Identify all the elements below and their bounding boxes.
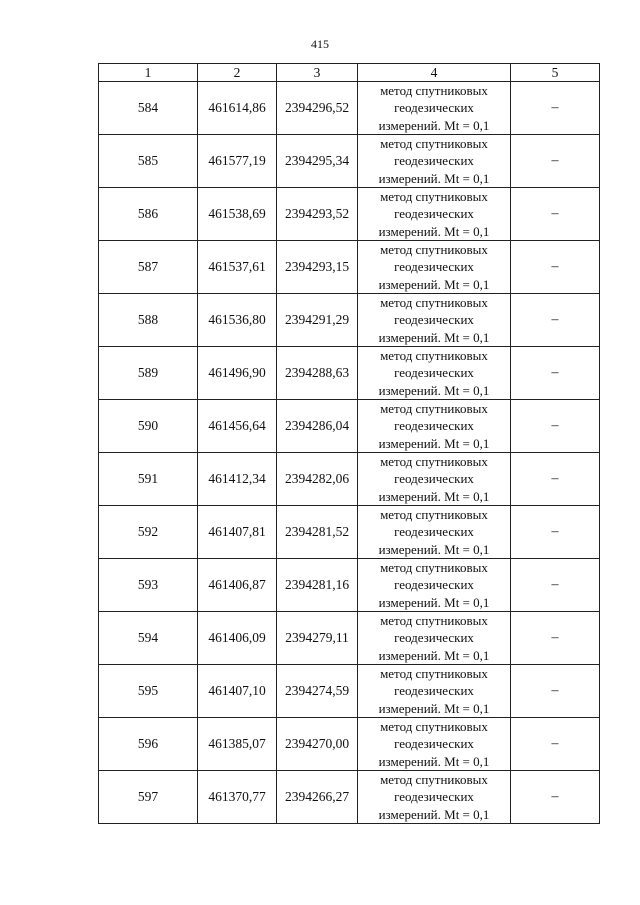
method-line: метод спутниковых (380, 83, 488, 99)
method-line: измерений. Mt = 0,1 (378, 382, 490, 398)
method-line: геодезических (394, 630, 474, 646)
table-row (99, 506, 600, 559)
note-cell: – (511, 294, 600, 347)
point-number-cell: 586 (99, 188, 198, 241)
note-cell: – (511, 241, 600, 294)
method-line: геодезических (394, 365, 474, 381)
method-cell (358, 665, 511, 718)
note-cell: – (511, 135, 600, 188)
x-coordinate-cell: 461412,34 (198, 453, 277, 506)
coordinates-table (98, 63, 600, 824)
y-coordinate-cell: 2394270,00 (277, 718, 358, 771)
table-row (99, 612, 600, 665)
method-line: геодезических (394, 312, 474, 328)
x-coordinate-cell: 461456,64 (198, 400, 277, 453)
method-line: измерений. Mt = 0,1 (378, 223, 490, 239)
table-row (99, 241, 600, 294)
method-cell (358, 506, 511, 559)
table-row (99, 559, 600, 612)
table-row (99, 665, 600, 718)
x-coordinate-cell: 461614,86 (198, 82, 277, 135)
y-coordinate-cell: 2394293,52 (277, 188, 358, 241)
method-cell (358, 347, 511, 400)
x-coordinate-cell: 461538,69 (198, 188, 277, 241)
note-cell: – (511, 665, 600, 718)
y-coordinate-cell: 2394274,59 (277, 665, 358, 718)
method-line: метод спутниковых (380, 242, 488, 258)
method-line: измерений. Mt = 0,1 (378, 329, 490, 345)
method-line: геодезических (394, 789, 474, 805)
y-coordinate-cell: 2394286,04 (277, 400, 358, 453)
header-col-1: 1 (99, 64, 198, 82)
x-coordinate-cell: 461496,90 (198, 347, 277, 400)
method-line: геодезических (394, 736, 474, 752)
method-line: измерений. Mt = 0,1 (378, 753, 490, 769)
header-col-3: 3 (277, 64, 358, 82)
method-line: геодезических (394, 259, 474, 275)
x-coordinate-cell: 461370,77 (198, 771, 277, 824)
table-row (99, 294, 600, 347)
method-line: метод спутниковых (380, 401, 488, 417)
y-coordinate-cell: 2394282,06 (277, 453, 358, 506)
table-row (99, 400, 600, 453)
table-row (99, 347, 600, 400)
method-cell (358, 135, 511, 188)
method-line: геодезических (394, 206, 474, 222)
y-coordinate-cell: 2394293,15 (277, 241, 358, 294)
method-line: измерений. Mt = 0,1 (378, 700, 490, 716)
point-number-cell: 591 (99, 453, 198, 506)
table-row (99, 453, 600, 506)
method-line: метод спутниковых (380, 454, 488, 470)
header-col-5: 5 (511, 64, 600, 82)
method-line: метод спутниковых (380, 772, 488, 788)
note-cell: – (511, 559, 600, 612)
method-cell (358, 294, 511, 347)
method-cell (358, 453, 511, 506)
method-line: измерений. Mt = 0,1 (378, 488, 490, 504)
method-line: геодезических (394, 100, 474, 116)
point-number-cell: 590 (99, 400, 198, 453)
note-cell: – (511, 188, 600, 241)
method-line: измерений. Mt = 0,1 (378, 170, 490, 186)
table-row (99, 718, 600, 771)
note-cell: – (511, 718, 600, 771)
x-coordinate-cell: 461577,19 (198, 135, 277, 188)
y-coordinate-cell: 2394279,11 (277, 612, 358, 665)
table-row (99, 771, 600, 824)
y-coordinate-cell: 2394281,16 (277, 559, 358, 612)
method-line: измерений. Mt = 0,1 (378, 435, 490, 451)
method-line: метод спутниковых (380, 666, 488, 682)
point-number-cell: 584 (99, 82, 198, 135)
table-row (99, 135, 600, 188)
point-number-cell: 593 (99, 559, 198, 612)
method-cell (358, 400, 511, 453)
point-number-cell: 592 (99, 506, 198, 559)
method-line: геодезических (394, 683, 474, 699)
method-line: метод спутниковых (380, 507, 488, 523)
y-coordinate-cell: 2394281,52 (277, 506, 358, 559)
y-coordinate-cell: 2394295,34 (277, 135, 358, 188)
method-line: измерений. Mt = 0,1 (378, 647, 490, 663)
method-line: геодезических (394, 153, 474, 169)
method-cell (358, 771, 511, 824)
table-row (99, 82, 600, 135)
point-number-cell: 595 (99, 665, 198, 718)
method-line: измерений. Mt = 0,1 (378, 806, 490, 822)
header-row (99, 64, 600, 82)
method-cell (358, 559, 511, 612)
point-number-cell: 588 (99, 294, 198, 347)
method-cell (358, 718, 511, 771)
point-number-cell: 589 (99, 347, 198, 400)
method-line: измерений. Mt = 0,1 (378, 276, 490, 292)
method-line: измерений. Mt = 0,1 (378, 594, 490, 610)
x-coordinate-cell: 461385,07 (198, 718, 277, 771)
header-col-2: 2 (198, 64, 277, 82)
point-number-cell: 596 (99, 718, 198, 771)
x-coordinate-cell: 461407,81 (198, 506, 277, 559)
note-cell: – (511, 506, 600, 559)
note-cell: – (511, 400, 600, 453)
method-line: геодезических (394, 524, 474, 540)
method-line: метод спутниковых (380, 295, 488, 311)
header-col-4: 4 (358, 64, 511, 82)
note-cell: – (511, 612, 600, 665)
point-number-cell: 597 (99, 771, 198, 824)
x-coordinate-cell: 461406,09 (198, 612, 277, 665)
method-cell (358, 188, 511, 241)
note-cell: – (511, 347, 600, 400)
method-line: метод спутниковых (380, 719, 488, 735)
method-line: метод спутниковых (380, 613, 488, 629)
y-coordinate-cell: 2394296,52 (277, 82, 358, 135)
method-line: геодезических (394, 577, 474, 593)
method-line: метод спутниковых (380, 189, 488, 205)
method-line: метод спутниковых (380, 560, 488, 576)
method-cell (358, 82, 511, 135)
method-line: измерений. Mt = 0,1 (378, 541, 490, 557)
y-coordinate-cell: 2394266,27 (277, 771, 358, 824)
x-coordinate-cell: 461406,87 (198, 559, 277, 612)
method-line: измерений. Mt = 0,1 (378, 117, 490, 133)
method-cell (358, 241, 511, 294)
x-coordinate-cell: 461536,80 (198, 294, 277, 347)
page-number: 415 (311, 37, 329, 51)
x-coordinate-cell: 461407,10 (198, 665, 277, 718)
note-cell: – (511, 453, 600, 506)
method-cell (358, 612, 511, 665)
point-number-cell: 587 (99, 241, 198, 294)
note-cell: – (511, 771, 600, 824)
point-number-cell: 585 (99, 135, 198, 188)
y-coordinate-cell: 2394291,29 (277, 294, 358, 347)
y-coordinate-cell: 2394288,63 (277, 347, 358, 400)
method-line: метод спутниковых (380, 136, 488, 152)
method-line: геодезических (394, 471, 474, 487)
note-cell: – (511, 82, 600, 135)
point-number-cell: 594 (99, 612, 198, 665)
x-coordinate-cell: 461537,61 (198, 241, 277, 294)
method-line: метод спутниковых (380, 348, 488, 364)
method-line: геодезических (394, 418, 474, 434)
table-row (99, 188, 600, 241)
